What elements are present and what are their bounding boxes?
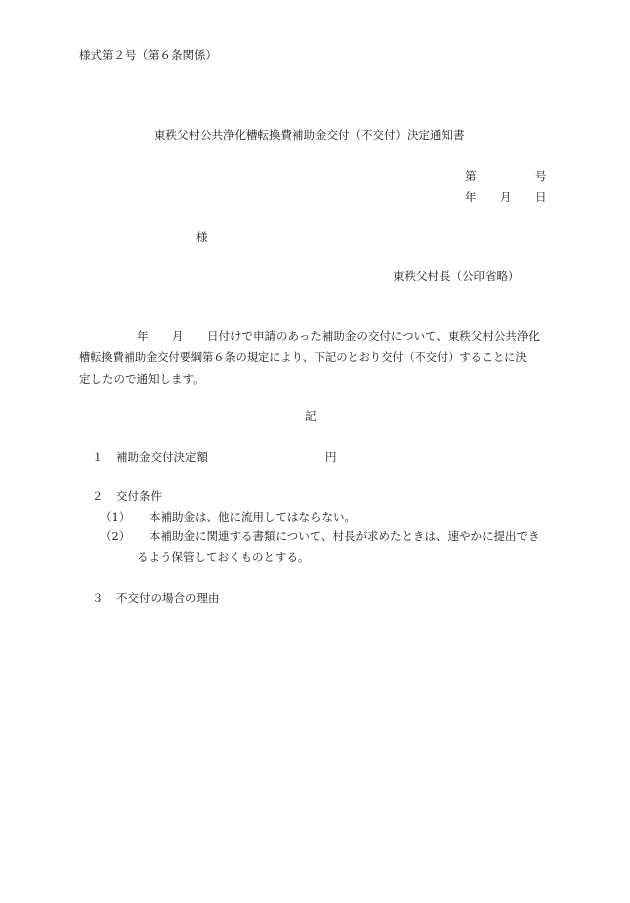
condition1-number: （1） <box>100 510 131 524</box>
item3-label: 不交付の場合の理由 <box>116 591 220 605</box>
item1-unit: 円 <box>325 450 337 464</box>
body-line1-month: 月 <box>172 329 184 343</box>
body-line1-year: 年 <box>137 329 149 343</box>
date-day: 日 <box>535 190 547 204</box>
doc-number-go: 号 <box>535 169 547 183</box>
item2-number: ２ <box>92 489 104 503</box>
body-line1-rest: 日付けで申請のあった補助金の交付について、東秩父村公共浄化 <box>207 329 540 343</box>
condition1-text: 本補助金は、他に流用してはならない。 <box>149 510 356 524</box>
recipient-suffix: 様 <box>196 230 208 244</box>
item1-label: 補助金交付決定額 <box>116 450 208 464</box>
body-line3: 定したので通知します。 <box>79 372 205 386</box>
item1-number: １ <box>92 450 104 464</box>
condition2-number: （2） <box>100 529 131 543</box>
body-line2: 槽転換費補助金交付要綱第６条の規定により、下記のとおり交付（不交付）することに決 <box>79 351 527 364</box>
condition2-line1: 本補助金に関連する書類について、村長が求めたときは、速やかに提出でき <box>149 529 540 543</box>
issuer: 東秩父村長（公印省略） <box>393 269 520 283</box>
date-month: 月 <box>500 190 512 204</box>
doc-number-dai: 第 <box>465 169 477 183</box>
date-year: 年 <box>465 190 477 204</box>
item2-label: 交付条件 <box>116 489 162 503</box>
item3-number: ３ <box>92 591 104 605</box>
ki-heading: 記 <box>305 409 317 423</box>
form-number: 様式第２号（第６条関係） <box>79 48 217 62</box>
condition2-line2: るよう保管しておくものとする。 <box>137 550 310 564</box>
document-title: 東秩父村公共浄化槽転換費補助金交付（不交付）決定通知書 <box>154 128 465 142</box>
